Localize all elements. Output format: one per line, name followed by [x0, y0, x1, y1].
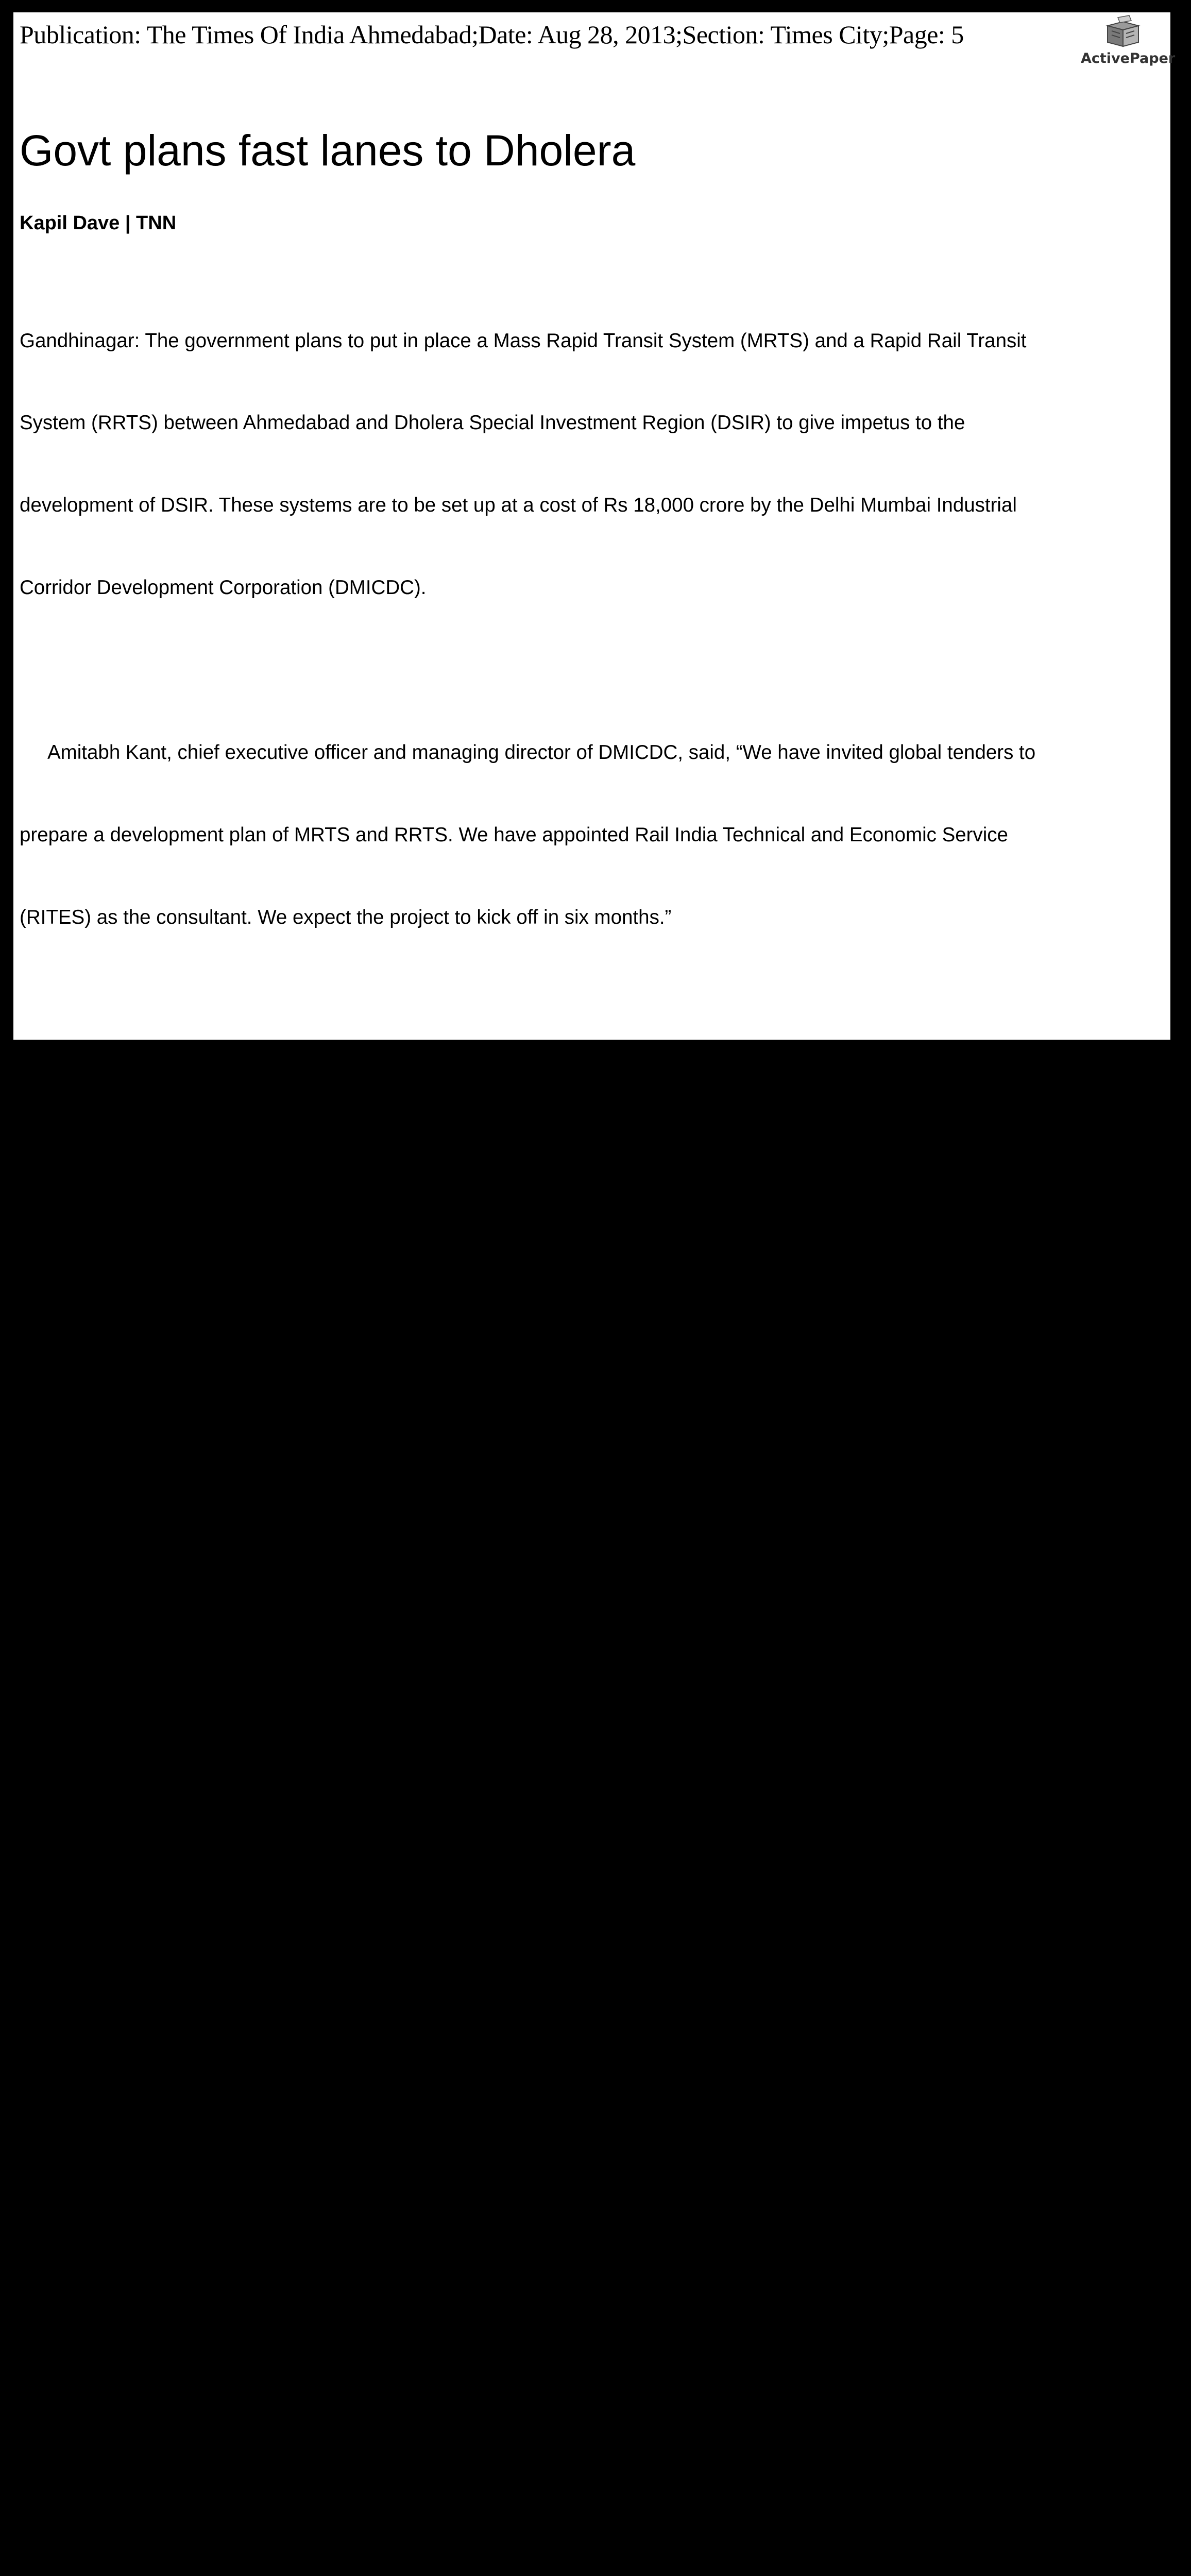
text-line: Amitabh Kant, chief executive officer and managing director of DMICDC, said, “We have invited global tenders to: [47, 741, 1036, 764]
text-line: connectivity.: [20, 1483, 127, 1505]
paragraph: [20, 1590, 1168, 1974]
paragraph: [20, 1343, 1168, 1563]
headline: Govt plans fast lanes to Dholera: [20, 126, 636, 175]
text-line: crossovers and recommend most appropriate alignment, including rerouting required, if found, necessary. It will also: [20, 2224, 1035, 2247]
text-line: Gandhinagar: The government plans to put in place a Mass Rapid Transit System (MRTS) and a Rapid Rail Transit: [20, 329, 1027, 352]
text-line: MRTS and RRTS system that is proposed to be developed along an expressway road corridor from Ahmedabad to: [20, 1812, 1024, 1835]
paragraph: [20, 684, 1168, 986]
activepaper-logo: [1078, 14, 1176, 71]
text-line: DSIR.: [20, 1894, 73, 1917]
text-line: identify relocation of over-ground and underground utilities and works required for diversion and list of obstructions to: [20, 2306, 1044, 2329]
text-line: He said that a key reason for delay in the development of Dholera is lack of quality internal transport and: [47, 1400, 963, 1423]
newspaper-clipping-page: [13, 12, 1176, 2576]
paragraph: [20, 1013, 1168, 1315]
text-line: be dismantled.: [20, 2388, 149, 2411]
book-box-icon: [1078, 14, 1170, 50]
text-line: “The travel time between Ahmedabad and Dholera will come down to just 50 minutes. The project will be funded by: [20, 1153, 1027, 1176]
text-line: Government of India,” added Kant.: [20, 1235, 324, 1258]
text-line: and structures along the corridor. The DMICDC has started preparing an interim report on various technical aspects o: [20, 1730, 1048, 1752]
paragraph: [20, 2002, 1168, 2469]
byline: Kapil Dave | TNN: [20, 212, 177, 234]
text-line: (RITES) as the consultant. We expect the project to kick off in six months.”: [20, 906, 672, 928]
publication-line: Publication: The Times Of India Ahmedabad;Date: Aug 28, 2013;Section: Times City;Page: 5: [20, 20, 964, 49]
text-line: based on atgrade and elevated options. It will determine the sections requiring land acquisition, shifting of alignment,: [20, 2142, 1041, 2164]
article-body: [20, 272, 1168, 2576]
text-line: RITES will undertake various surveys and decide on route alignment besides checking designs of existing bridges: [47, 1647, 1045, 1670]
paragraph: [20, 272, 1168, 656]
text-line: Corridor Development Corporation (DMICDC).: [20, 577, 427, 599]
text-line: System (RRTS) between Ahmedabad and Dholera Special Investment Region (DSIR) to give impetus to the: [20, 412, 965, 434]
text-line: Sources said that land for MRTS and RRTS is being acquired along with that for a six-lane expressway.: [47, 2553, 954, 2576]
logo-text: ActivePaper: [1081, 50, 1176, 66]
text-line: prepare a development plan of MRTS and RRTS. We have appointed Rail India Technical and Economic Service: [20, 823, 1008, 846]
text-line: development of DSIR. These systems are to be set up at a cost of Rs 18,000 crore by the Delhi Mumbai Industrial: [20, 494, 1017, 517]
paragraph: [20, 2496, 1168, 2576]
text-line: He said that a public transport model will be used to connect Dholera with Ahmedabad within the proposed DSIR.: [47, 1071, 1040, 1093]
text-line: RITES will establish broad technical feasibility of MRTS and RRTS route to connect Ahmedabad with Dholera: [47, 2059, 1006, 2082]
